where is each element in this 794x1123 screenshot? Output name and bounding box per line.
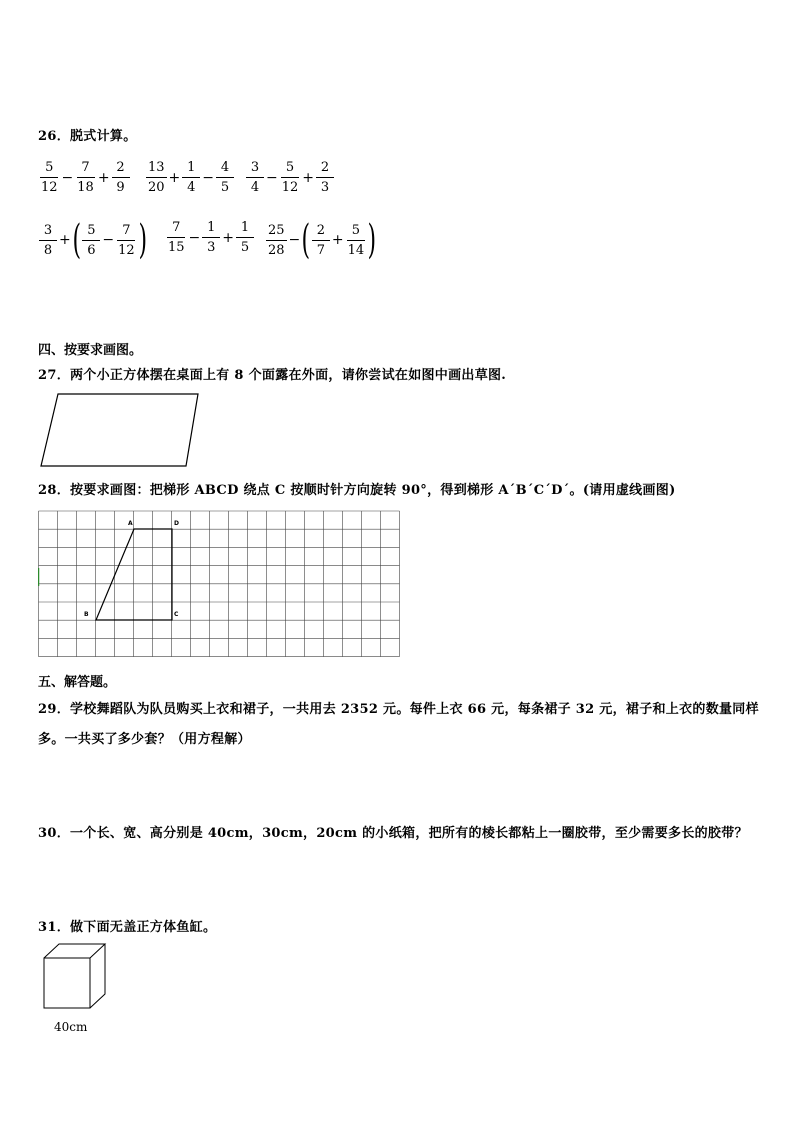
fraction <box>246 160 264 195</box>
numerator: 5 <box>40 160 58 178</box>
parenthesis: ) <box>138 217 147 263</box>
label-a: A <box>128 520 133 527</box>
denominator: 14 <box>347 242 365 258</box>
numerator: 4 <box>216 160 234 178</box>
fraction <box>182 160 200 195</box>
operator: − <box>102 232 115 248</box>
parallelogram-figure <box>38 390 203 470</box>
fraction <box>146 160 167 195</box>
denominator: 12 <box>41 180 58 195</box>
q30-text: 30．一个长、宽、高分别是 40cm，30cm，20cm 的小纸箱，把所有的棱长都粘上一圈胶带，至少需要多长的胶带？ <box>38 826 748 841</box>
numerator: 3 <box>246 160 264 178</box>
denominator: 3 <box>320 180 330 195</box>
operator: + <box>302 169 315 186</box>
fraction <box>39 223 57 258</box>
operator: + <box>168 169 181 186</box>
operator: + <box>97 169 110 186</box>
parenthesis: ( <box>72 217 81 263</box>
fraction <box>75 160 96 195</box>
numerator: 13 <box>146 160 167 178</box>
expression-4 <box>38 217 147 263</box>
q26-title: 26．脱式计算。 <box>38 129 137 144</box>
numerator: 25 <box>266 223 287 241</box>
denominator: 7 <box>316 242 326 258</box>
label-d: D <box>174 520 179 527</box>
operator: − <box>188 229 201 246</box>
fraction <box>236 220 254 255</box>
fraction <box>166 220 187 255</box>
expression-3 <box>245 160 335 195</box>
fraction <box>266 223 287 258</box>
q28-text: 28．按要求画图：把梯形 ABCD 绕点 C 按顺时针方向旋转 90°，得到梯形 A´B´C´D´。(请用虚线画图) <box>38 483 676 498</box>
numerator: 2 <box>316 160 334 178</box>
operator: − <box>266 169 278 186</box>
numerator: 7 <box>167 220 185 238</box>
denominator: 9 <box>116 180 125 195</box>
fraction <box>216 160 234 195</box>
denominator: 12 <box>118 242 135 258</box>
numerator: 2 <box>112 160 130 178</box>
numerator: 1 <box>202 220 220 238</box>
trapezoid-abcd <box>96 529 172 620</box>
operator: + <box>222 229 235 246</box>
operator: − <box>61 169 74 186</box>
section-5-title: 五、解答题。 <box>38 675 117 690</box>
expression-1 <box>38 160 131 195</box>
grid-lines <box>39 511 400 657</box>
denominator: 15 <box>168 240 185 255</box>
fraction <box>116 223 137 258</box>
numerator: 5 <box>347 223 365 241</box>
q31-text: 31．做下面无盖正方体鱼缸。 <box>38 920 217 935</box>
q29-line2: 多。一共买了多少套？（用方程解） <box>38 732 251 747</box>
denominator: 20 <box>148 180 165 195</box>
numerator: 5 <box>281 160 299 178</box>
operator: − <box>202 169 215 186</box>
denominator: 12 <box>281 180 299 195</box>
numerator: 7 <box>77 160 95 178</box>
expression-5 <box>165 220 255 255</box>
operator: + <box>59 232 71 248</box>
numerator: 5 <box>82 223 100 241</box>
q29-line1: 29．学校舞蹈队为队员购买上衣和裙子，一共用去 2352 元。每件上衣 66 元，每条裙子 32 元，裙子和上衣的数量同样 <box>38 702 759 717</box>
numerator: 7 <box>117 223 135 241</box>
parenthesis: ) <box>367 217 377 263</box>
trapezoid-grid <box>38 510 400 660</box>
fraction <box>346 223 367 258</box>
fraction <box>280 160 301 195</box>
expression-6 <box>265 217 377 263</box>
denominator: 5 <box>220 180 230 195</box>
parenthesis: ( <box>301 217 311 263</box>
numerator: 3 <box>39 223 57 241</box>
denominator: 8 <box>43 242 53 258</box>
denominator: 28 <box>268 242 285 258</box>
fraction <box>39 160 60 195</box>
fraction <box>82 223 100 258</box>
denominator: 3 <box>207 240 216 255</box>
q27-text: 27．两个小正方体摆在桌面上有 8 个面露在外面，请你尝试在如图中画出草图. <box>38 368 507 383</box>
numerator: 1 <box>182 160 200 178</box>
fraction <box>312 223 330 258</box>
denominator: 6 <box>87 242 96 258</box>
label-b: B <box>84 611 89 618</box>
fraction <box>202 220 220 255</box>
operator: − <box>288 232 301 248</box>
operator: + <box>331 232 344 248</box>
denominator: 18 <box>77 180 94 195</box>
denominator: 4 <box>250 180 260 195</box>
numerator: 1 <box>236 220 254 238</box>
expression-2 <box>145 160 235 195</box>
section-4-title: 四、按要求画图。 <box>38 343 143 358</box>
denominator: 5 <box>240 240 250 255</box>
label-c: C <box>174 611 179 618</box>
cube-edge-label: 40cm <box>54 1020 88 1034</box>
fraction <box>112 160 130 195</box>
cube-figure <box>38 940 113 1015</box>
fraction <box>316 160 334 195</box>
numerator: 2 <box>312 223 330 241</box>
denominator: 4 <box>187 180 196 195</box>
